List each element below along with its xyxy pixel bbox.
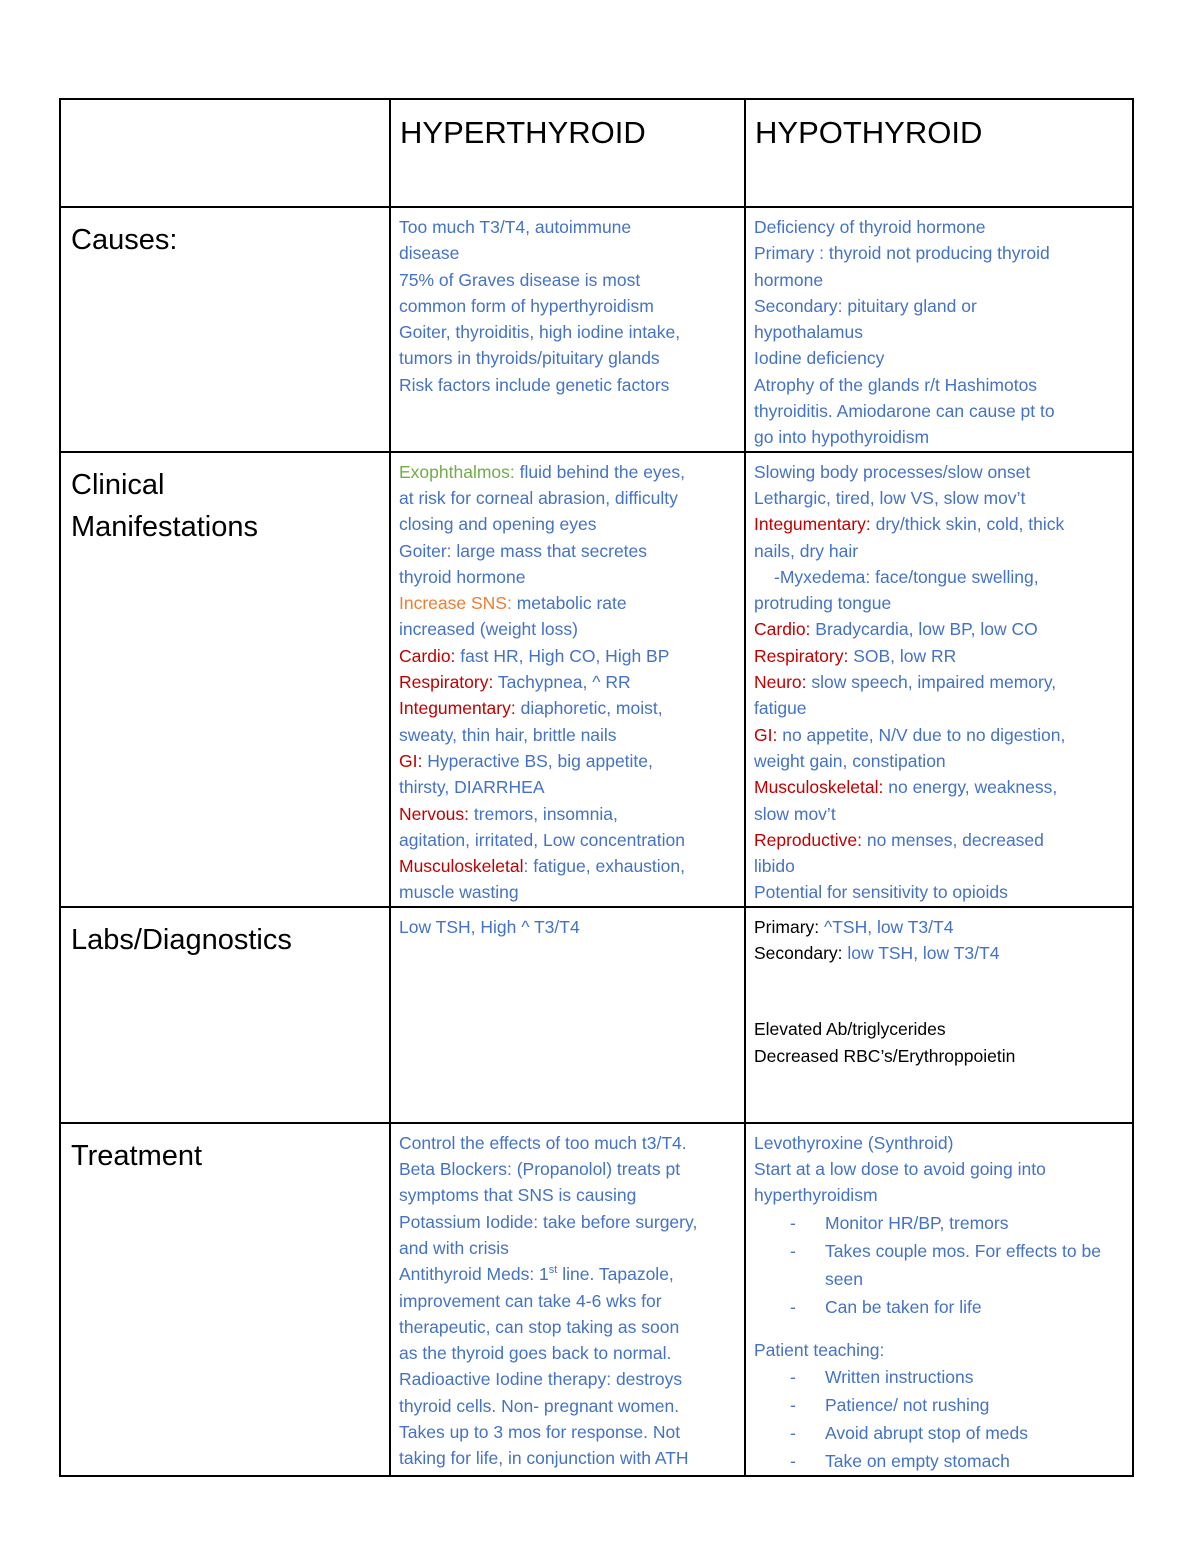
text-line — [754, 616, 1128, 642]
text: fast HR, High CO, High BP — [455, 645, 670, 666]
text-line: weight gain, constipation — [754, 750, 946, 771]
category-label: GI: — [754, 724, 778, 745]
text: Tachypnea, ^ RR — [493, 672, 631, 693]
manifestations-hypo-cell — [745, 452, 1133, 907]
text: : fatigue, exhaustion, — [523, 856, 685, 877]
category-label: Respiratory: — [399, 672, 494, 693]
text-line: Atrophy of the glands r/t Hashimotos — [754, 374, 1038, 395]
category-label: Reproductive: — [754, 829, 862, 850]
text: no energy, weakness, — [883, 777, 1058, 798]
category-label: Increase SNS: — [399, 593, 512, 614]
text-line — [399, 695, 740, 721]
dash-bullet: - — [790, 1212, 796, 1233]
text-line: Potential for sensitivity to opioids — [754, 882, 1008, 903]
text-line: muscle wasting — [399, 882, 519, 903]
list-item — [754, 1363, 1128, 1391]
list-item-text: Takes couple mos. For effects to be seen — [825, 1240, 1101, 1289]
text-line: at risk for corneal abrasion, difficulty — [399, 487, 678, 508]
text-line: symptoms that SNS is causing — [399, 1185, 637, 1206]
text: line. Tapazole, — [557, 1264, 674, 1285]
header-hypothyroid: HYPOTHYROID — [755, 115, 983, 150]
text-line: Potassium Iodide: take before surgery, — [399, 1211, 698, 1232]
causes-hypo-cell — [745, 207, 1133, 452]
text-line — [399, 1261, 740, 1287]
comparison-table — [59, 98, 1134, 1477]
patient-teaching-list — [754, 1363, 1128, 1475]
row-label-labs: Labs/Diagnostics — [71, 923, 292, 956]
list-item — [754, 1237, 1128, 1293]
labs-label-cell — [60, 907, 390, 1123]
text-line — [399, 643, 740, 669]
text-line: hormone — [754, 269, 824, 290]
text-line: common form of hyperthyroidism — [399, 295, 654, 316]
text-line: Deficiency of thyroid hormone — [754, 217, 986, 237]
header-hypothyroid-cell — [745, 99, 1133, 207]
spacer — [754, 1321, 1128, 1337]
text: ^TSH, low T3/T4 — [819, 916, 954, 937]
labs-hypo-text — [746, 908, 1132, 1069]
list-item-text: Patience/ not rushing — [825, 1394, 990, 1415]
text-line: nails, dry hair — [754, 540, 859, 561]
text-line: 75% of Graves disease is most — [399, 269, 641, 290]
category-label: Integumentary: — [399, 698, 516, 719]
text-line: improvement can take 4-6 wks for — [399, 1290, 662, 1311]
text: dry/thick skin, cold, thick — [870, 514, 1065, 535]
text-line: Control the effects of too much t3/T4. — [399, 1132, 687, 1153]
text-line: Goiter, thyroiditis, high iodine intake, — [399, 322, 681, 343]
text-line: hyperthyroidism — [754, 1185, 878, 1206]
manifestations-label-cell — [60, 452, 390, 907]
labs-hypo-cell — [745, 907, 1133, 1123]
text-line: thirsty, DIARRHEA — [399, 777, 545, 798]
labs-hyper-text — [391, 908, 744, 940]
treatment-row — [60, 1123, 1133, 1476]
text-line: go into hypothyroidism — [754, 427, 930, 448]
labs-row — [60, 907, 1133, 1123]
text-line: Patient teaching: — [754, 1339, 885, 1360]
text-line: closing and opening eyes — [399, 514, 597, 535]
text-line: fatigue — [754, 698, 807, 719]
text: diaphoretic, moist, — [515, 698, 663, 719]
list-item-text: Written instructions — [825, 1366, 974, 1387]
list-item-text: Take on empty stomach — [825, 1450, 1010, 1471]
text-line — [754, 914, 1128, 940]
spacer — [754, 966, 1128, 1016]
header-empty-cell — [60, 99, 390, 207]
text-line: increased (weight loss) — [399, 619, 578, 640]
text-line: agitation, irritated, Low concentration — [399, 829, 685, 850]
text-line: Radioactive Iodine therapy: destroys — [399, 1369, 683, 1390]
text-line — [754, 669, 1128, 695]
text: Antithyroid Meds: 1 — [399, 1264, 549, 1285]
manifestations-hyper-cell — [390, 452, 745, 907]
list-item — [754, 1419, 1128, 1447]
dash-bullet: - — [790, 1450, 796, 1471]
list-item-text: Monitor HR/BP, tremors — [825, 1212, 1009, 1233]
category-label: Musculoskeletal — [399, 856, 524, 877]
text-line: Risk factors include genetic factors — [399, 374, 670, 395]
category-label: Cardio: — [399, 645, 456, 666]
category-label: Exophthalmos: — [399, 461, 515, 482]
category-label: Secondary: — [754, 943, 843, 964]
dash-bullet: - — [790, 1394, 796, 1415]
text-line: disease — [399, 243, 460, 264]
text: slow speech, impaired memory, — [806, 672, 1057, 693]
text-line: Iodine deficiency — [754, 348, 885, 369]
list-item — [754, 1209, 1128, 1237]
dash-bullet: - — [790, 1366, 796, 1387]
text-line: thyroid hormone — [399, 566, 526, 587]
list-item — [754, 1391, 1128, 1419]
text-line: Primary : thyroid not producing thyroid — [754, 243, 1050, 264]
causes-label-cell — [60, 207, 390, 452]
text-line — [399, 853, 740, 879]
text: Hyperactive BS, big appetite, — [422, 750, 653, 771]
text-line: -Myxedema: face/tongue swelling, — [774, 566, 1039, 587]
list-item — [754, 1447, 1128, 1475]
superscript: st — [548, 1264, 558, 1277]
dash-bullet: - — [790, 1240, 796, 1261]
text-line: protruding tongue — [754, 593, 892, 614]
list-item — [754, 1293, 1128, 1321]
text-line: Secondary: pituitary gland or — [754, 295, 977, 316]
causes-hypo-text — [746, 208, 1132, 451]
text-line — [754, 643, 1128, 669]
text-line: as the thyroid goes back to normal. — [399, 1343, 672, 1364]
text-line: taking for life, in conjunction with ATH — [399, 1448, 689, 1469]
text: no appetite, N/V due to no digestion, — [777, 724, 1066, 745]
text-line — [754, 511, 1128, 537]
text: SOB, low RR — [848, 645, 957, 666]
text-line: libido — [754, 856, 795, 877]
text-line: Takes up to 3 mos for response. Not — [399, 1421, 681, 1442]
text-line: Goiter: large mass that secretes — [399, 540, 648, 561]
text: tremors, insomnia, — [469, 803, 618, 824]
manifestations-hyper-text — [391, 453, 744, 906]
text-line — [754, 827, 1128, 853]
dash-bullet: - — [790, 1422, 796, 1443]
text-line: tumors in thyroids/pituitary glands — [399, 348, 660, 369]
label-line: Manifestations — [71, 510, 258, 543]
text-line: therapeutic, can stop taking as soon — [399, 1316, 680, 1337]
text-line — [754, 722, 1128, 748]
text-line: Slowing body processes/slow onset — [754, 461, 1031, 482]
category-label: Respiratory: — [754, 645, 849, 666]
text: no menses, decreased — [861, 829, 1044, 850]
causes-hyper-text — [391, 208, 744, 398]
list-item-text: Can be taken for life — [825, 1296, 982, 1317]
text: fluid behind the eyes, — [514, 461, 686, 482]
text-line: Elevated Ab/triglycerides — [754, 1019, 946, 1040]
category-label: GI: — [399, 750, 423, 771]
text-line: Low TSH, High ^ T3/T4 — [399, 916, 580, 937]
treatment-hypo-text — [746, 1124, 1132, 1475]
monitoring-list — [754, 1209, 1128, 1321]
causes-hyper-cell — [390, 207, 745, 452]
treatment-hypo-cell — [745, 1123, 1133, 1476]
text-line: thyroiditis. Amiodarone can cause pt to — [754, 401, 1055, 422]
manifestations-row — [60, 452, 1133, 907]
label-line: Clinical — [71, 468, 165, 501]
text-line: and with crisis — [399, 1237, 509, 1258]
text-line: Decreased RBC’s/Erythroppoietin — [754, 1045, 1016, 1066]
text-line: Start at a low dose to avoid going into — [754, 1159, 1046, 1180]
text-line — [399, 459, 740, 485]
manifestations-hypo-text — [746, 453, 1132, 906]
text-line: thyroid cells. Non- pregnant women. — [399, 1395, 680, 1416]
row-label-treatment: Treatment — [71, 1139, 203, 1172]
text-line — [399, 801, 740, 827]
category-label: Neuro: — [754, 672, 807, 693]
header-hyperthyroid-cell — [390, 99, 745, 207]
causes-row — [60, 207, 1133, 452]
text-line: Beta Blockers: (Propanolol) treats pt — [399, 1159, 681, 1180]
category-label: Cardio: — [754, 619, 811, 640]
dash-bullet: - — [790, 1296, 796, 1317]
text-line — [754, 940, 1128, 966]
text-line: Too much T3/T4, autoimmune — [399, 217, 632, 237]
labs-hyper-cell — [390, 907, 745, 1123]
text-line: Levothyroxine (Synthroid) — [754, 1132, 954, 1153]
category-label: Primary: — [754, 916, 820, 937]
text-line — [399, 748, 740, 774]
category-label: Nervous: — [399, 803, 470, 824]
text-line — [399, 669, 740, 695]
text-line — [754, 774, 1128, 800]
text: low TSH, low T3/T4 — [842, 943, 1000, 964]
text-line: slow mov’t — [754, 803, 836, 824]
text: metabolic rate — [511, 593, 627, 614]
header-hyperthyroid: HYPERTHYROID — [400, 115, 646, 150]
treatment-label-cell — [60, 1123, 390, 1476]
category-label: Musculoskeletal: — [754, 777, 884, 798]
text-line: hypothalamus — [754, 322, 863, 343]
text-line: Lethargic, tired, low VS, slow mov’t — [754, 487, 1026, 508]
row-label-causes: Causes: — [71, 224, 178, 256]
list-item-text: Avoid abrupt stop of meds — [825, 1422, 1028, 1443]
treatment-hyper-cell — [390, 1123, 745, 1476]
row-label-manifestations — [61, 453, 389, 548]
treatment-hyper-text — [391, 1124, 744, 1472]
category-label: Integumentary: — [754, 514, 871, 535]
text-line — [399, 590, 740, 616]
text-line: sweaty, thin hair, brittle nails — [399, 724, 617, 745]
text: Bradycardia, low BP, low CO — [810, 619, 1038, 640]
header-row — [60, 99, 1133, 207]
